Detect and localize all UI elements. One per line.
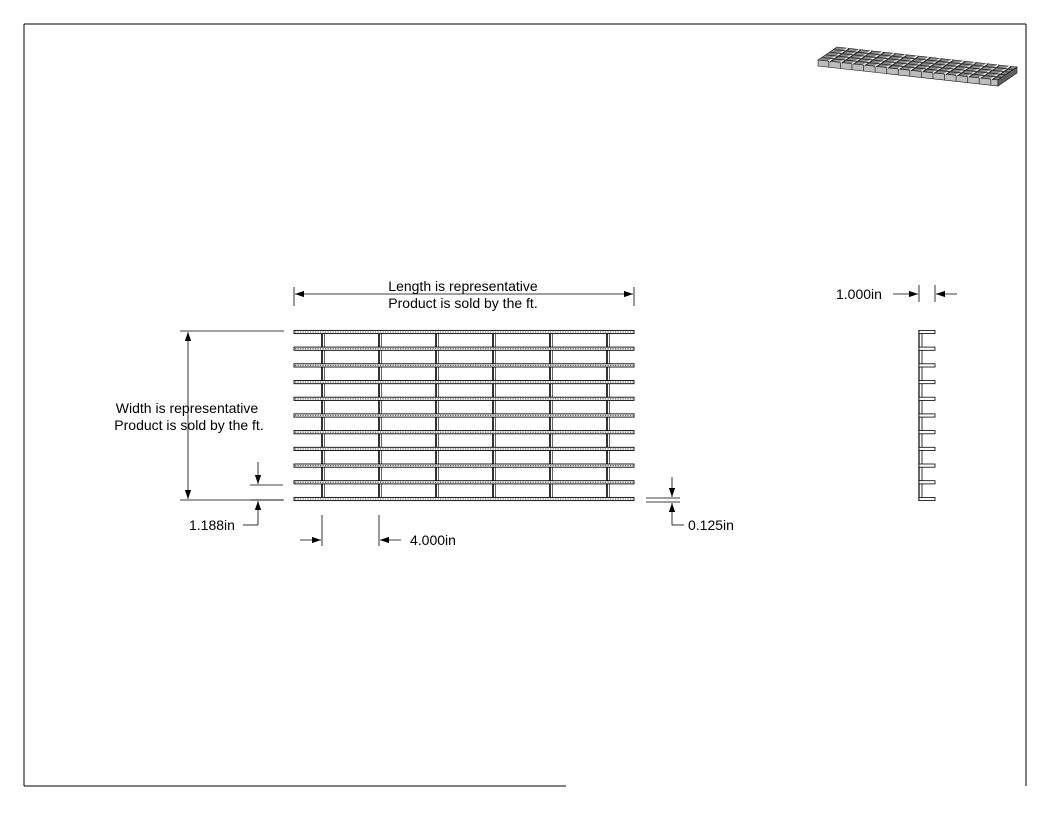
side-bar-section bbox=[919, 447, 935, 450]
side-bar-section bbox=[919, 364, 935, 367]
length-note-line-2: Product is sold by the ft. bbox=[388, 295, 538, 311]
bar-height-label: 1.000in bbox=[836, 286, 882, 302]
grating-plan-view bbox=[294, 330, 634, 500]
cross-spacing-dimension bbox=[300, 515, 401, 546]
bar-thickness-dimension bbox=[646, 477, 684, 525]
bar-spacing-dimension bbox=[243, 462, 283, 525]
side-bar-section bbox=[919, 497, 935, 500]
side-bar-section bbox=[919, 330, 935, 333]
width-note-line-1: Width is representative bbox=[115, 400, 259, 416]
side-bar-section bbox=[919, 347, 935, 350]
side-bar-section bbox=[919, 481, 935, 484]
length-note-line-1: Length is representative bbox=[388, 278, 538, 294]
grating-side-view bbox=[919, 330, 935, 501]
bar-thickness-label: 0.125in bbox=[688, 517, 734, 533]
side-bar-section bbox=[919, 381, 935, 384]
side-bar-section bbox=[919, 464, 935, 467]
width-note-line-2: Product is sold by the ft. bbox=[114, 417, 264, 433]
cross-spacing-label: 4.000in bbox=[410, 532, 456, 548]
side-bar-section bbox=[919, 414, 935, 417]
isometric-grating-view bbox=[818, 47, 1017, 86]
bar-spacing-label: 1.188in bbox=[189, 517, 235, 533]
side-bar-section bbox=[919, 431, 935, 434]
side-bar-section bbox=[919, 397, 935, 400]
bar-height-dimension bbox=[893, 285, 957, 302]
